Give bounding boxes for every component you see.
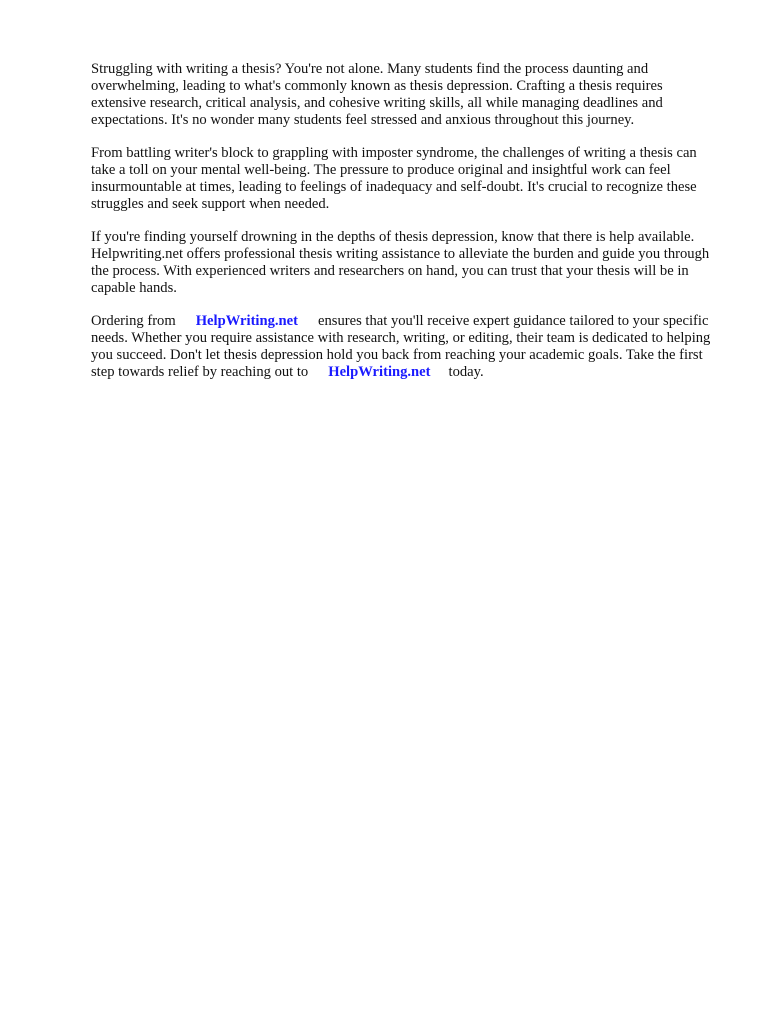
helpwriting-link-2[interactable]: HelpWriting.net: [328, 364, 431, 380]
paragraph-ordering: [91, 313, 711, 381]
paragraph-help-available: If you're finding yourself drowning in the depths of thesis depression, know that there is help available. Helpwriting.net offers professional thesis writing assistance to alleviate the burden and guide you through the process. With experienced writers and researchers on hand, you can trust that your thesis will be in capable hands.: [91, 229, 710, 296]
paragraph-intro: Struggling with writing a thesis? You're not alone. Many students find the process daunting and overwhelming, leading to what's commonly known as thesis depression. Crafting a thesis requires extensive research, critical analysis, and cohesive writing skills, all while managing deadlines and expectations. It's no wonder many students feel stressed and anxious throughout this journey.: [91, 61, 663, 128]
document-body: [91, 61, 711, 397]
ordering-text-end: today.: [448, 364, 484, 380]
paragraph-challenges: From battling writer's block to grappling with imposter syndrome, the challenges of writing a thesis can take a toll on your mental well-being. The pressure to produce original and insightful work can feel insurmountable at times, leading to feelings of inadequacy and self-doubt. It's crucial to recognize these struggles and seek support when needed.: [91, 145, 697, 212]
helpwriting-link-1[interactable]: HelpWriting.net: [195, 313, 298, 329]
ordering-text-middle: ensures that you'll receive expert guidance tailored to your specific needs. Whether you require assistance with research, writing, or editing, their team is dedicated to helping you succeed. Don't let thesis depression hold you back from reaching your academic goals. Take the first step towards relief by reaching out to: [91, 313, 711, 380]
ordering-text-start: Ordering from: [91, 313, 176, 329]
